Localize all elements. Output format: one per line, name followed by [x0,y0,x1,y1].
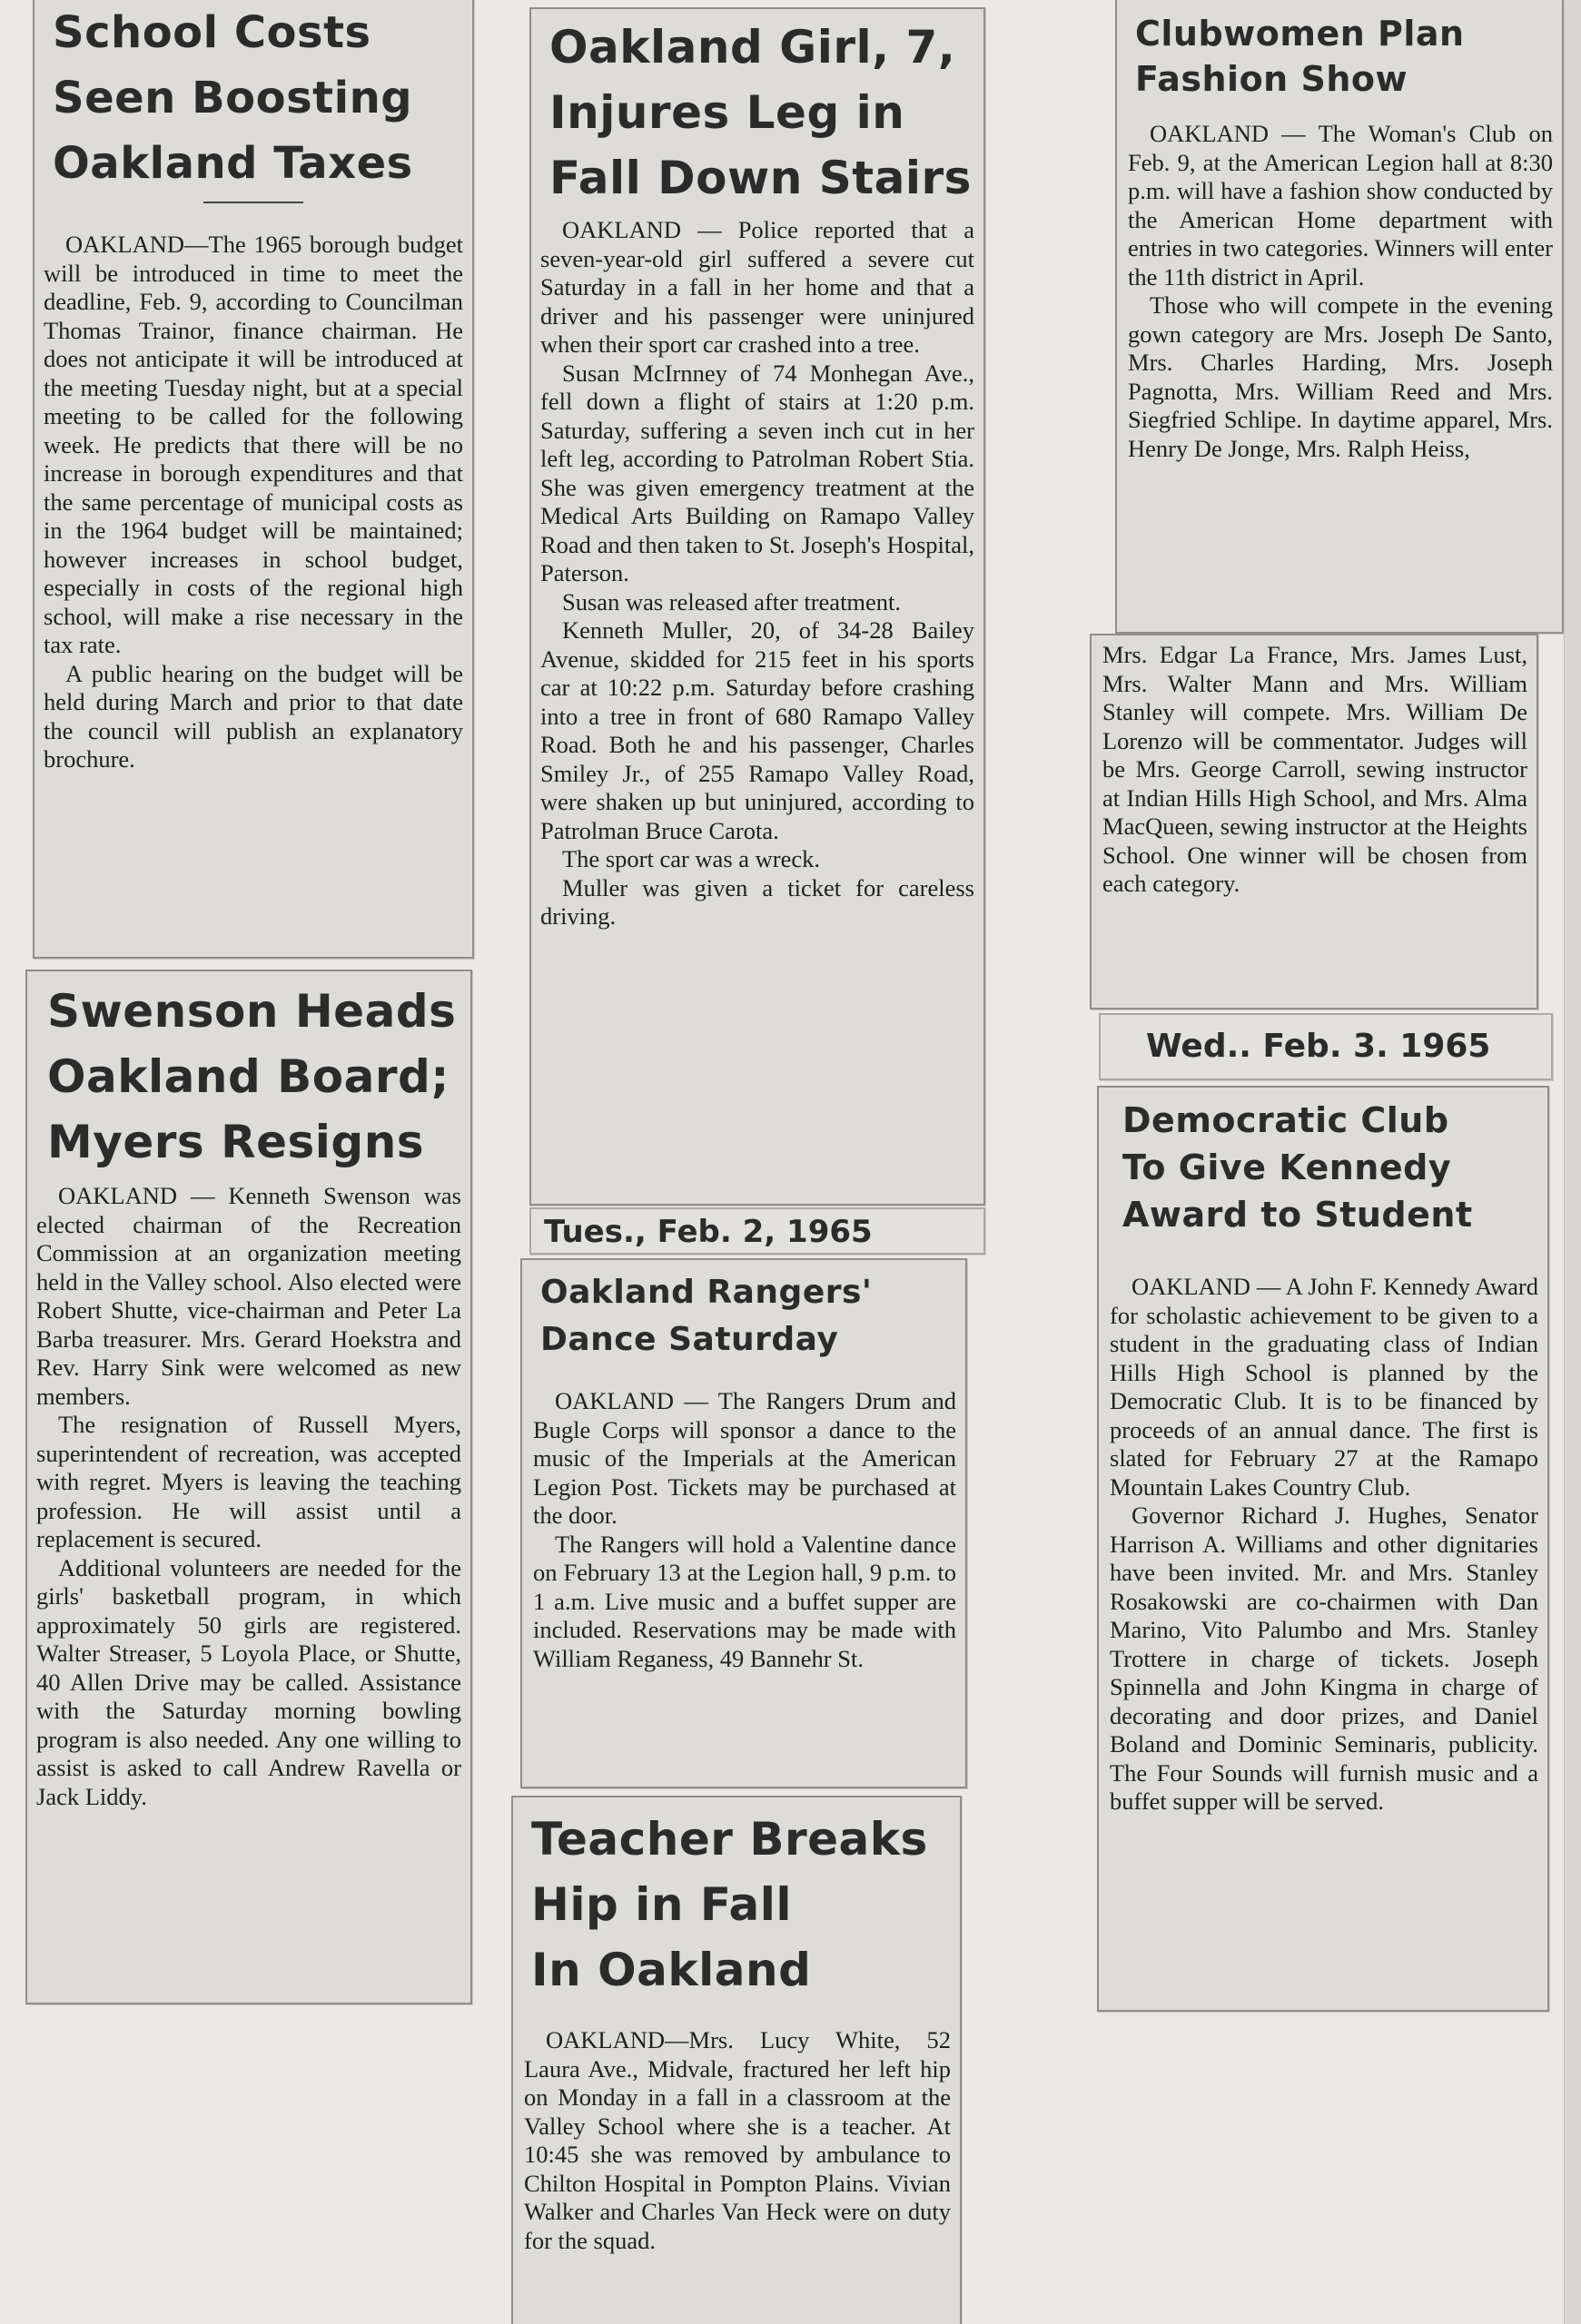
article-body [524,2026,951,2255]
article-body [36,1182,461,1811]
headline [1110,1097,1538,1238]
article-rangers [520,1258,967,1788]
headline [1128,11,1553,102]
article-teacher [511,1796,962,2324]
headline-line: Fall Down Stairs [549,152,972,204]
headline [36,979,461,1175]
paragraph: Susan McIrnney of 74 Monhegan Ave., fell down a flight of stairs at 1:20 p.m. Saturday, suffering a seven inch cut in her left leg, according to Patrolman Robert Stia. She was given emergency treatment at the Medical Arts Building on Ramapo Valley Road and then taken to St. Joseph's Hospital, Paterson. [540,359,974,586]
article-body [1128,120,1553,463]
paragraph: OAKLAND—The 1965 borough budget will be introduced in time to meet the deadline, Feb. 9, according to Councilman Thomas Trainor, finance chairman. He does not anticipate it will be introduced at the meeting Tuesday night, but at a special meeting to be called for the following week. He predicts that there will be no increase in borough expenditures and that the same percentage of municipal costs as in the 1964 budget will be maintained; however increases in school budget, especially in costs of the regional high school, will make a rise necessary in the tax rate. [44,231,463,658]
paragraph: Mrs. Edgar La France, Mrs. James Lust, Mrs. Walter Mann and Mrs. William Stanley will compete. Mrs. William De Lorenzo will be commentator. Judges will be Mrs. George Carroll, sewing instructor at Indian Hills High School, and Mrs. Alma MacQueen, sewing instructor at the Heights School. One winner will be chosen from each category. [1102,641,1527,897]
headline [44,0,463,196]
paragraph: The Rangers will hold a Valentine dance on February 13 at the Legion hall, 9 p.m. to 1 a.m. Live music and a buffet supper are included. Reservations may be made with William Reganess, 49 Bannehr St. [533,1530,956,1672]
date-strip-wed [1099,1013,1553,1080]
headline-line: Fashion Show [1135,59,1408,99]
paragraph: Governor Richard J. Hughes, Senator Harrison A. Williams and other dignitaries have been invited. Mr. and Mrs. Stanley Rosakowski are co-chairmen with Dan Marino, Vito Palumbo and Mrs. Stanley Trottere in charge of tickets. Joseph Spinnella and John Kingma in charge of decorating and door prizes, and Daniel Boland and Dominic Seminaris, publicity. The Four Sounds will furnish music and a buffet supper will be served. [1110,1502,1538,1815]
headline [533,1269,956,1364]
paragraph: OAKLAND — The Woman's Club on Feb. 9, at the American Legion hall at 8:30 p.m. will have a fashion show conducted by the American Home department with entries in two categories. Winners will enter the 11th district in April. [1128,120,1553,290]
article-body [1102,641,1527,899]
article-clubwomen [1115,0,1564,634]
headline-line: Oakland Board; [47,1050,450,1103]
paragraph: Kenneth Muller, 20, of 34-28 Bailey Avenue, skidded for 215 feet in his sports car at 10:22 p.m. Saturday before crashing into a tree in front of 680 Ramapo Valley Road. Both he and his passenger, Charles Smiley Jr., of 255 Ramapo Valley Road, were shaken up but uninjured, according to Patrolman Bruce Carota. [540,616,974,844]
headline-line: To Give Kennedy [1122,1147,1452,1187]
headline-line: Oakland Girl, 7, [549,21,956,74]
headline-line: Teacher Breaks [531,1813,928,1866]
paragraph: The sport car was a wreck. [562,845,821,872]
headline-line: School Costs [53,7,371,58]
headline-line: Clubwomen Plan [1135,14,1465,54]
date-label: Wed.. Feb. 3. 1965 [1146,1028,1491,1065]
paragraph: OAKLAND — A John F. Kennedy Award for scholastic achievement to be given to a student in the graduating class of Indian Hills High School is planned by the Democratic Club. It is to be financed by proceeds of an annual dance. The first is slated for February 27 at the Ramapo Mountain Lakes Country Club. [1110,1273,1538,1501]
paragraph: OAKLAND—Mrs. Lucy White, 52 Laura Ave., Midvale, fractured her left hip on Monday in a fall in a classroom at the Valley School where she is a teacher. At 10:45 she was removed by ambulance to Chilton Hospital in Pompton Plains. Vivian Walker and Charles Van Heck were on duty for the squad. [524,2026,951,2254]
paragraph: OAKLAND — The Rangers Drum and Bugle Corps will sponsor a dance to the music of the Imperials at the American Legion Post. Tickets may be purchased at the door. [533,1387,956,1529]
article-clubwomen-continued [1090,634,1538,1009]
scrapbook-page-edge [1564,0,1581,2324]
headline-line: Myers Resigns [47,1116,425,1168]
article-oakland-girl [529,7,985,1206]
date-strip-tues [529,1207,985,1255]
paragraph: Muller was given a ticket for careless driving. [540,873,974,930]
headline-line: Award to Student [1122,1195,1473,1235]
paragraph: The resignation of Russell Myers, superintendent of recreation, was accepted with regret. Myers is leaving the teaching profession. He will assist until a replacement is secured. [36,1411,461,1552]
paragraph: Susan was released after treatment. [562,587,902,615]
paragraph: Additional volunteers are needed for the girls' basketball program, in which approximately 50 girls are registered. Walter Streaser, 5 Loyola Place, or Shutte, 40 Allen Drive may be called. Assistance with the Saturday morning bowling program is also needed. Any one willing to assist is asked to call Andrew Ravella or Jack Liddy. [36,1553,461,1810]
headline-line: Seen Boosting [53,73,413,123]
article-democratic-club [1097,1086,1549,2012]
article-body [44,231,463,774]
article-swenson [25,970,472,2004]
article-body [533,1387,956,1673]
headline-line: Oakland Taxes [53,138,413,189]
paragraph: OAKLAND — Police reported that a seven-year-old girl suffered a severe cut Saturday in a fall in her home and that a driver and his passenger were uninjured when their sport car crashed into a tree. [540,216,974,358]
headline-line: In Oakland [531,1944,812,1996]
headline-line: Oakland Rangers' [540,1274,873,1311]
article-body [1110,1273,1538,1817]
paragraph: OAKLAND — Kenneth Swenson was elected chairman of the Recreation Commission at an organization meeting held in the Valley school. Also elected were Robert Shutte, vice-chairman and Peter La Barba treasurer. Mrs. Gerard Hoekstra and Rev. Harry Sink were welcomed as new members. [36,1182,461,1410]
headline-line: Swenson Heads [47,985,457,1038]
paragraph: A public hearing on the budget will be held during March and prior to that date the council will publish an explanatory brochure. [44,659,463,773]
headline-line: Injures Leg in [549,86,905,139]
paragraph: Those who will compete in the evening gown category are Mrs. Joseph De Santo, Mrs. Charles Harding, Mrs. Joseph Pagnotta, Mrs. William Reed and Mrs. Siegfried Schlipe. In daytime apparel, Mrs. Henry De Jonge, Mrs. Ralph Heiss, [1128,291,1553,462]
headline-line: Hip in Fall [531,1878,793,1931]
article-school-costs [33,0,474,959]
headline [540,15,974,211]
article-body [540,216,974,931]
date-label: Tues., Feb. 2, 1965 [544,1214,873,1250]
headline-line: Democratic Club [1122,1100,1449,1140]
headline [524,1807,951,2003]
headline-line: Dance Saturday [540,1321,839,1358]
headline-rule [203,202,303,203]
